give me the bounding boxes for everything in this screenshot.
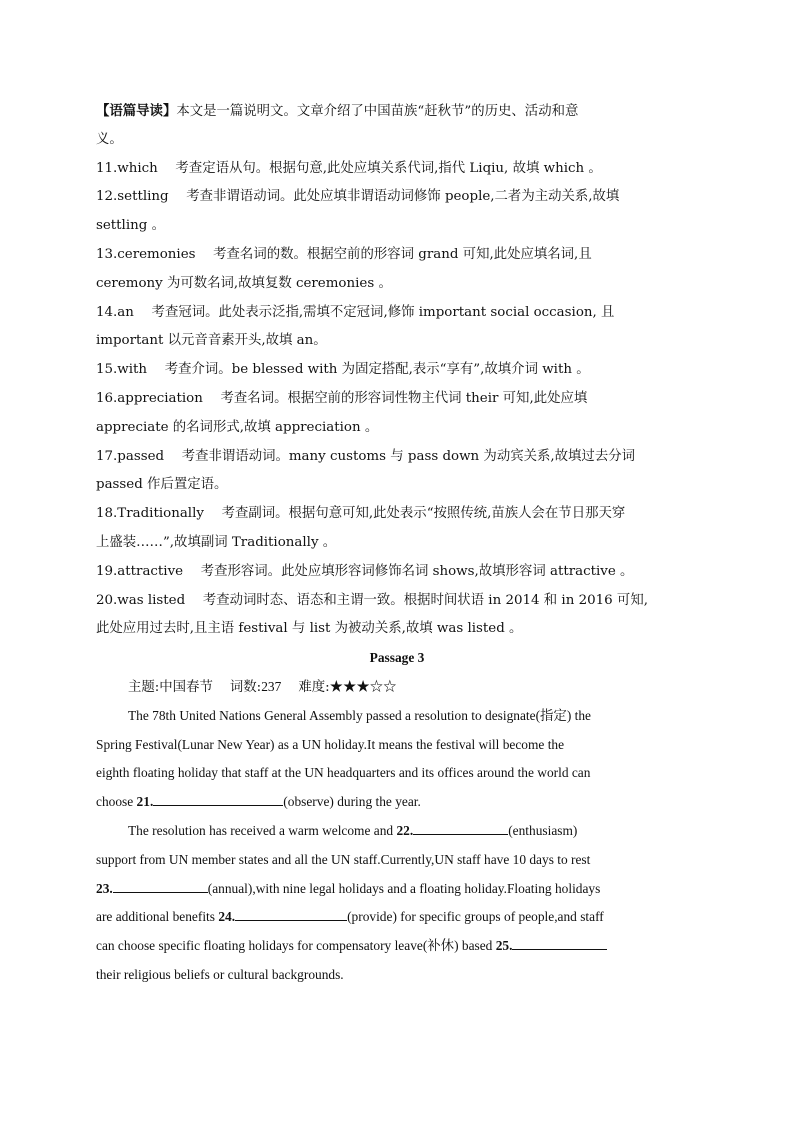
- guide-text: 本文是一篇说明文。文章介绍了中国苗族“赶秋节”的历史、活动和意: [176, 104, 579, 119]
- answer-line: 11.which 考查定语从句。根据句意,此处应填关系代词,指代 Liqiu, 故填 which 。: [96, 160, 602, 176]
- text-segment: (observe) during the year.: [283, 794, 421, 810]
- text-segment: (provide) for specific groups of people,and staff: [347, 909, 604, 925]
- answer-blank-25[interactable]: [512, 936, 607, 950]
- answer-line: 上盛装……”,故填副词 Traditionally 。: [96, 534, 337, 550]
- answer-blank-22[interactable]: [413, 821, 508, 835]
- answer-line: 此处应用过去时,且主语 festival 与 list 为被动关系,故填 was listed 。: [96, 621, 523, 637]
- answer-blank-23[interactable]: [113, 879, 208, 893]
- word-count-value: 237: [261, 678, 282, 694]
- answer-line: settling 。: [96, 218, 165, 234]
- answer-line: important 以元音音素开头,故填 an。: [96, 333, 327, 349]
- guide-line-2: 义。: [96, 131, 123, 147]
- question-number-24: 24.: [218, 909, 236, 925]
- passage-title: Passage 3: [369, 650, 425, 666]
- paragraph-2-line: [96, 817, 698, 846]
- paragraph-2-line: their religious beliefs or cultural backgrounds.: [96, 966, 344, 982]
- answer-blank-21[interactable]: [153, 792, 283, 806]
- text-segment: can choose specific floating holidays for compensatory leave(补休) based: [96, 938, 496, 954]
- answer-line: 15.with 考查介词。be blessed with 为固定搭配,表示“享有”,故填介词 with 。: [96, 362, 590, 378]
- text-segment: are additional benefits: [96, 909, 219, 925]
- answer-line: 19.attractive 考查形容词。此处应填形容词修饰名词 shows,故填形容词 attractive 。: [96, 563, 634, 579]
- guide-line-1: [96, 97, 698, 126]
- passage-meta: [96, 673, 698, 702]
- answer-line: passed 作后置定语。: [96, 477, 228, 493]
- guide-tag: 【语篇导读】: [96, 103, 177, 119]
- word-count-label: 词数:: [229, 679, 262, 695]
- question-number-23: 23.: [96, 880, 113, 896]
- text-segment: The resolution has received a warm welcome and: [128, 822, 397, 838]
- paragraph-2-line: [96, 932, 698, 961]
- answer-line: 16.appreciation 考查名词。根据空前的形容词性物主代词 their 可知,此处应填: [96, 390, 588, 406]
- paragraph-1-line: The 78th United Nations General Assembly passed a resolution to designate(指定) the: [128, 707, 591, 723]
- topic-label: 主题:: [128, 679, 160, 695]
- question-number-21: 21.: [136, 794, 154, 810]
- difficulty-stars: ★★★☆☆: [329, 679, 397, 695]
- answer-blank-24[interactable]: [235, 907, 347, 921]
- paragraph-2-line: [96, 903, 698, 932]
- answer-line: 18.Traditionally 考查副词。根据句意可知,此处表示“按照传统,苗族人会在节日那天穿: [96, 506, 626, 522]
- answer-line: ceremony 为可数名词,故填复数 ceremonies 。: [96, 275, 392, 291]
- answer-line: 20.was listed 考查动词时态、语态和主谓一致。根据时间状语 in 2014 和 in 2016 可知,: [96, 592, 648, 608]
- question-number-25: 25.: [495, 938, 513, 954]
- text-segment: (enthusiasm): [508, 822, 578, 838]
- answer-line: 14.an 考查冠词。此处表示泛指,需填不定冠词,修饰 important social occasion, 且: [96, 304, 615, 320]
- paragraph-1-line: [96, 788, 698, 817]
- paragraph-2-line: [96, 875, 698, 904]
- content: [96, 97, 698, 990]
- text-segment: choose: [96, 794, 137, 810]
- topic-value: 中国春节: [159, 679, 213, 695]
- paragraph-2-line: support from UN member states and all the UN staff.Currently,UN staff have 10 days to rest: [96, 851, 591, 867]
- difficulty-label: 难度:: [298, 679, 330, 695]
- answer-line: 13.ceremonies 考查名词的数。根据空前的形容词 grand 可知,此处应填名词,且: [96, 246, 592, 262]
- answer-line: 17.passed 考查非谓语动词。many customs 与 pass down 为动宾关系,故填过去分词: [96, 448, 635, 464]
- answer-line: appreciate 的名词形式,故填 appreciation 。: [96, 419, 379, 435]
- question-number-22: 22.: [396, 822, 414, 838]
- text-segment: (annual),with nine legal holidays and a floating holiday.Floating holidays: [207, 880, 601, 896]
- answer-line: 12.settling 考查非谓语动词。此处应填非谓语动词修饰 people,二者为主动关系,故填: [96, 189, 620, 205]
- paragraph-1-line: Spring Festival(Lunar New Year) as a UN holiday.It means the festival will become the: [96, 736, 565, 752]
- paragraph-1-line: eighth floating holiday that staff at the UN headquarters and its offices around the world can: [96, 765, 591, 781]
